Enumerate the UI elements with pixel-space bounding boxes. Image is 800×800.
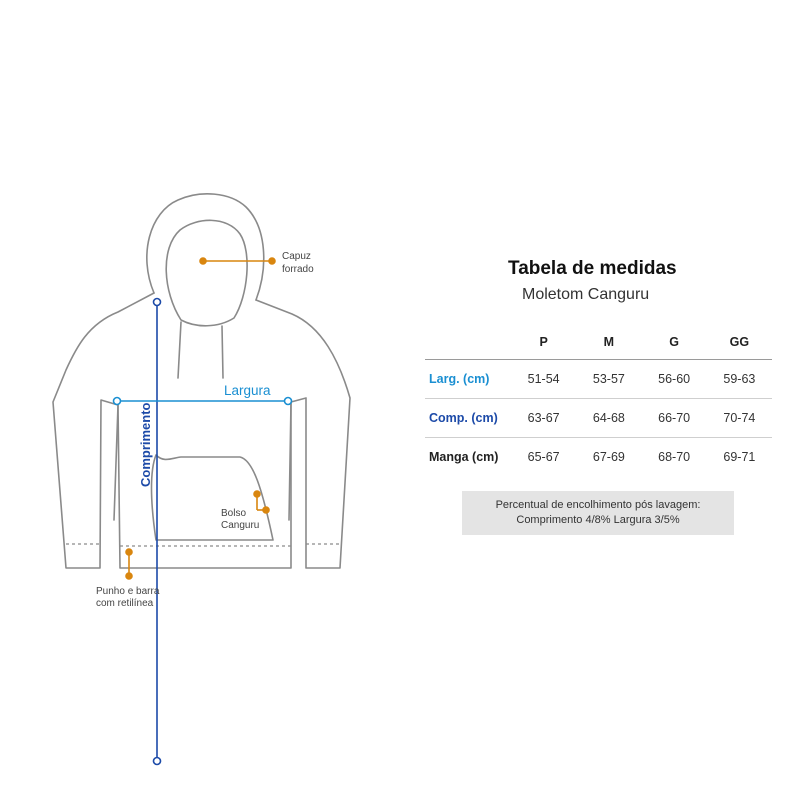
size-header-g: G [642, 325, 707, 360]
table-cell: 67-69 [592, 450, 625, 464]
largura-dot-left [114, 398, 121, 405]
punho-callout-dot-bottom [126, 573, 132, 579]
punho-label-line2: com retilínea [96, 598, 154, 609]
table-cell: 51-54 [511, 360, 576, 399]
bolso-callout-dot-end [263, 507, 269, 513]
size-header-row [425, 325, 772, 360]
table-row-manga [425, 438, 772, 477]
hoodie-drawstring-left [178, 322, 181, 378]
size-header-m: M [576, 325, 641, 360]
row-label-largura: Larg. (cm) [425, 360, 511, 399]
table-title: Tabela de medidas [508, 258, 677, 279]
table-cell: 68-70 [658, 450, 691, 464]
table-cell: 59-63 [707, 360, 772, 399]
hoodie-sleeve-seam-left [114, 405, 118, 520]
largura-dot-right [285, 398, 292, 405]
bolso-label-line1: Bolso [221, 508, 247, 519]
row-label-comprimento: Comp. (cm) [425, 399, 511, 438]
capuz-callout-dot-left [200, 258, 206, 264]
hoodie-drawstring-right [222, 326, 223, 378]
capuz-label-line1: Capuz [282, 251, 311, 262]
table-cell: 70-74 [707, 399, 772, 438]
comprimento-dot-bottom [154, 758, 161, 765]
table-cell: 69-71 [723, 450, 756, 464]
shrinkage-note-line1: Percentual de encolhimento pós lavagem: [495, 499, 701, 511]
size-header-corner [425, 325, 511, 360]
table-cell: 53-57 [576, 360, 641, 399]
punho-callout-dot-top [126, 549, 132, 555]
hoodie-body-outline [53, 293, 350, 568]
bolso-label-line2: Canguru [221, 520, 260, 531]
punho-label-line1: Punho e barra [96, 586, 160, 597]
capuz-callout-dot-right [269, 258, 275, 264]
shrinkage-note-line2: Comprimento 4/8% Largura 3/5% [516, 514, 680, 526]
capuz-label-line2: forrado [282, 264, 314, 275]
table-cell: 65-67 [527, 450, 560, 464]
table-subtitle: Moletom Canguru [522, 286, 650, 303]
table-row-largura [425, 360, 772, 399]
bolso-callout-dot-top [254, 491, 260, 497]
table-cell: 64-68 [576, 399, 641, 438]
table-cell: 66-70 [642, 399, 707, 438]
size-header-gg: GG [707, 325, 772, 360]
comprimento-label: Comprimento [138, 402, 153, 487]
table-cell: 63-67 [511, 399, 576, 438]
table-row-comprimento [425, 399, 772, 438]
hoodie-hood-inner [166, 220, 247, 325]
row-label-manga: Manga (cm) [429, 450, 499, 464]
shrinkage-note [462, 491, 734, 535]
comprimento-dot-top [154, 299, 161, 306]
table-cell: 56-60 [642, 360, 707, 399]
size-table [425, 325, 772, 476]
size-header-p: P [511, 325, 576, 360]
largura-label: Largura [224, 383, 271, 398]
